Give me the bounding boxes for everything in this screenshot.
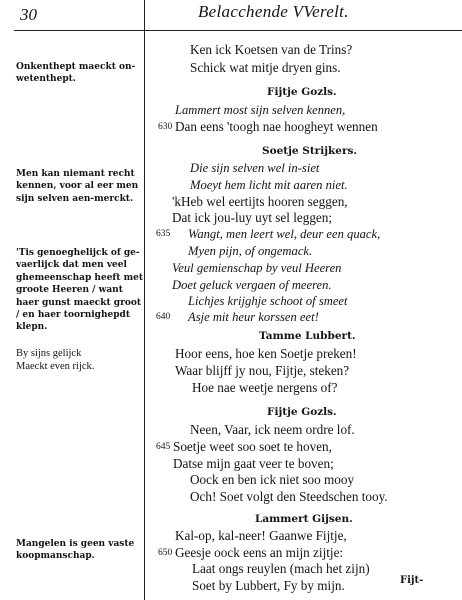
line-number: 645 xyxy=(156,442,171,452)
verse-line: Die sijn selven wel in-siet xyxy=(190,161,320,175)
verse-line: Moeyt hem licht mit aaren niet. xyxy=(190,178,348,192)
verse-line: Soetje weet soo soet te hoven, xyxy=(173,439,332,454)
verse-line: Asje mit heur korssen eet! xyxy=(188,310,319,324)
line-number: 630 xyxy=(158,122,173,132)
verse-line: Och! Soet volgt den Steedschen tooy. xyxy=(190,489,388,504)
verse-line: Waar blijff jy nou, Fijtje, steken? xyxy=(175,363,350,378)
margin-note: By sijns gelijck Maeckt even rijck. xyxy=(16,348,95,372)
margin-note: Mangelen is geen vaste koopmanschap. xyxy=(16,539,135,562)
verse-line: Veul gemienschap by veul Heeren xyxy=(172,261,342,275)
line-number: 635 xyxy=(156,229,171,239)
verse-line: Ken ick Koetsen van de Trins? xyxy=(190,42,353,57)
line-number: 650 xyxy=(158,548,173,558)
speaker-name: Lammert Gijsen. xyxy=(255,513,353,525)
margin-note: Men kan niemant recht kennen, voor al eer men sijn selven aen-merckt. xyxy=(16,169,139,204)
catchword: Fijt- xyxy=(400,575,424,586)
verse-line: Doet geluck vergaen of meeren. xyxy=(172,278,332,292)
verse-line: Dat ick jou-luy uyt sel leggen; xyxy=(172,210,333,225)
verse-line: Soet by Lubbert, Fy by mijn. xyxy=(192,578,345,593)
verse-line: Lammert most sijn selven kennen, xyxy=(175,103,346,117)
verse-line: Dan eens 'toogh nae hoogheyt wennen xyxy=(175,119,378,134)
verse-line: Schick wat mitje dryen gins. xyxy=(190,60,341,75)
verse-line: 'kHeb wel eertijts hooren seggen, xyxy=(172,194,348,209)
header-rule xyxy=(14,30,462,31)
speaker-name: Fijtje Gozls. xyxy=(267,86,337,98)
verse-line: Datse mijn gaat veer te boven; xyxy=(173,456,334,471)
verse-line: Wangt, men leert wel, deur een quack, xyxy=(188,227,381,241)
verse-line: Laat ongs reuylen (mach het zijn) xyxy=(192,561,370,576)
running-head: Belacchende VVerelt. xyxy=(198,2,349,21)
margin-note: Onkenthept maeckt on- wetenthept. xyxy=(16,62,136,85)
verse-line: Lichjes krijghje schoot of smeet xyxy=(188,294,348,308)
verse-line: Myen pijn, of ongemack. xyxy=(188,244,313,258)
verse-line: Neen, Vaar, ick neem ordre lof. xyxy=(190,422,355,437)
verse-line: Geesje oock eens an mijn zijtje: xyxy=(175,545,344,560)
speaker-name: Tamme Lubbert. xyxy=(259,330,356,342)
verse-line: Kal-op, kal-neer! Gaanwe Fijtje, xyxy=(175,528,347,543)
speaker-name: Fijtje Gozls. xyxy=(267,406,337,418)
verse-line: Hoor eens, hoe ken Soetje preken! xyxy=(175,346,357,361)
verse-line: Oock en ben ick niet soo mooy xyxy=(190,472,355,487)
line-number: 640 xyxy=(156,312,171,322)
margin-rule xyxy=(144,0,145,600)
speaker-name: Soetje Strijkers. xyxy=(262,145,358,157)
page-number: 30 xyxy=(20,5,37,24)
verse-line: Hoe nae weetje nergens of? xyxy=(192,380,338,395)
margin-note: 'Tis genoeghelijck of ge- vaerlijck dat men veel ghemeenschap heeft met groote Heeren / want haer gunst maeckt groot / en haer toornighepdt klepn. xyxy=(16,248,143,333)
